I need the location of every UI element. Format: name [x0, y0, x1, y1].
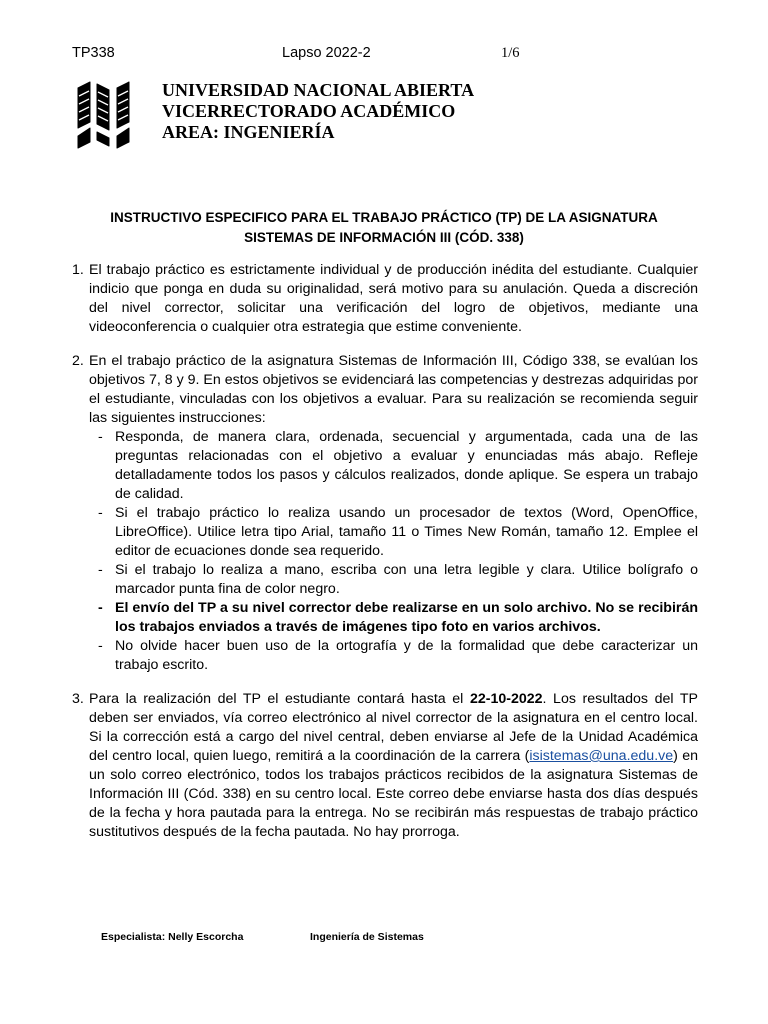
dash-bullet: - — [98, 638, 103, 654]
dash-bullet: - — [98, 562, 103, 578]
specialist-footer: Especialista: Nelly Escorcha — [101, 931, 244, 943]
subitem-text: Si el trabajo lo realiza a mano, escriba con una letra legible y clara. Utilice bolígrafo o marcador punta fina de color negro. — [115, 562, 698, 597]
deadline-date: 22-10-2022 — [469, 691, 543, 707]
institution-area: AREA: INGENIERÍA — [162, 122, 335, 142]
subitem — [89, 428, 698, 504]
dash-bullet: - — [98, 505, 103, 521]
institution-vicerrectorado: VICERRECTORADO ACADÉMICO — [162, 101, 456, 121]
subitem-text: No olvide hacer buen uso de la ortografía y de la formalidad que debe caracterizar un trabajo escrito. — [115, 638, 698, 673]
instruction-number: 3. — [72, 691, 84, 707]
instruction-text: El trabajo práctico es estrictamente individual y de producción inédita del estudiante. Cualquier indicio que ponga en duda su originalidad, será motivo para su anulación. Queda a discreción del nivel corrector, solicitar una verificación del logro de objetivos, mediante una videoconferencia o cualquier otra estrategia que estime conveniente. — [89, 262, 698, 335]
instruction-number: 1. — [72, 262, 84, 278]
document-title-line2: SISTEMAS DE INFORMACIÓN III (CÓD. 338) — [244, 230, 524, 245]
una-logo-icon — [75, 80, 135, 150]
instruction-text: ) en un solo correo electrónico, todos los trabajos prácticos recibidos de la asignatura Sistemas de Información III (Cód. 338) en su centro local. Este correo debe enviarse hasta dos días después de la fecha y hora pautada para la entrega. No se recibirán más respuestas de trabajo práctico sustitutivos después de la fecha pautada. No hay prorroga. — [89, 748, 698, 840]
subitem-bold — [89, 599, 698, 637]
dash-bullet: - — [98, 429, 103, 445]
instruction-item-2 — [72, 352, 698, 675]
document-title-line1: INSTRUCTIVO ESPECIFICO PARA EL TRABAJO PRÁCTICO (TP) DE LA ASIGNATURA — [110, 210, 658, 225]
dash-bullet: - — [98, 600, 103, 616]
page-number: 1/6 — [501, 45, 520, 61]
instruction-text: En el trabajo práctico de la asignatura Sistemas de Información III, Código 338, se evalúan los objetivos 7, 8 y 9. En estos objetivos se evidenciará las competencias y destrezas adquiridas por el estudiante, vinculadas con los objetivos a evaluar. Para su realización se recomienda seguir las siguientes instrucciones: — [89, 353, 698, 426]
subitem — [89, 637, 698, 675]
institution-name: UNIVERSIDAD NACIONAL ABIERTA — [162, 80, 475, 100]
subitem — [89, 561, 698, 599]
instruction-text: . Los resultados del TP deben ser enviados, vía correo electrónico al nivel corrector de la asignatura en el centro local. Si la corrección está a cargo del nivel central, deben enviarse al Jefe de la Unidad Académica del centro local, quien luego, remitirá a la coordinación de la carrera ( — [89, 691, 698, 764]
instruction-subitems — [89, 428, 698, 675]
document-title — [72, 208, 696, 248]
subitem-text: Responda, de manera clara, ordenada, secuencial y argumentada, cada una de las preguntas relacionadas con el objetivo a evaluar y enunciadas más abajo. Refleje detalladamente todos los pasos y cálculos realizados, donde aplique. Se espera un trabajo de calidad. — [115, 429, 698, 502]
instruction-number: 2. — [72, 353, 84, 369]
subitem-text: El envío del TP a su nivel corrector debe realizarse en un solo archivo. No se recibirán los trabajos enviados a través de imágenes tipo foto en varios archivos. — [115, 600, 698, 635]
institution-heading — [162, 80, 474, 143]
course-code: TP338 — [72, 45, 115, 61]
subitem-text: Si el trabajo práctico lo realiza usando un procesador de textos (Word, OpenOffice, LibreOffice). Utilice letra tipo Arial, tamaño 11 o Times New Román, tamaño 12. Emplee el editor de ecuaciones donde sea requerido. — [115, 505, 698, 559]
instruction-item-3 — [72, 690, 698, 842]
email-link[interactable]: isistemas@una.edu.ve — [529, 748, 674, 764]
instruction-text: Para la realización del TP el estudiante contará hasta el — [89, 691, 470, 707]
period: Lapso 2022-2 — [282, 45, 371, 61]
instruction-item-1 — [72, 261, 698, 337]
subitem — [89, 504, 698, 561]
department-footer: Ingeniería de Sistemas — [310, 931, 424, 943]
instructions-list — [72, 261, 698, 857]
